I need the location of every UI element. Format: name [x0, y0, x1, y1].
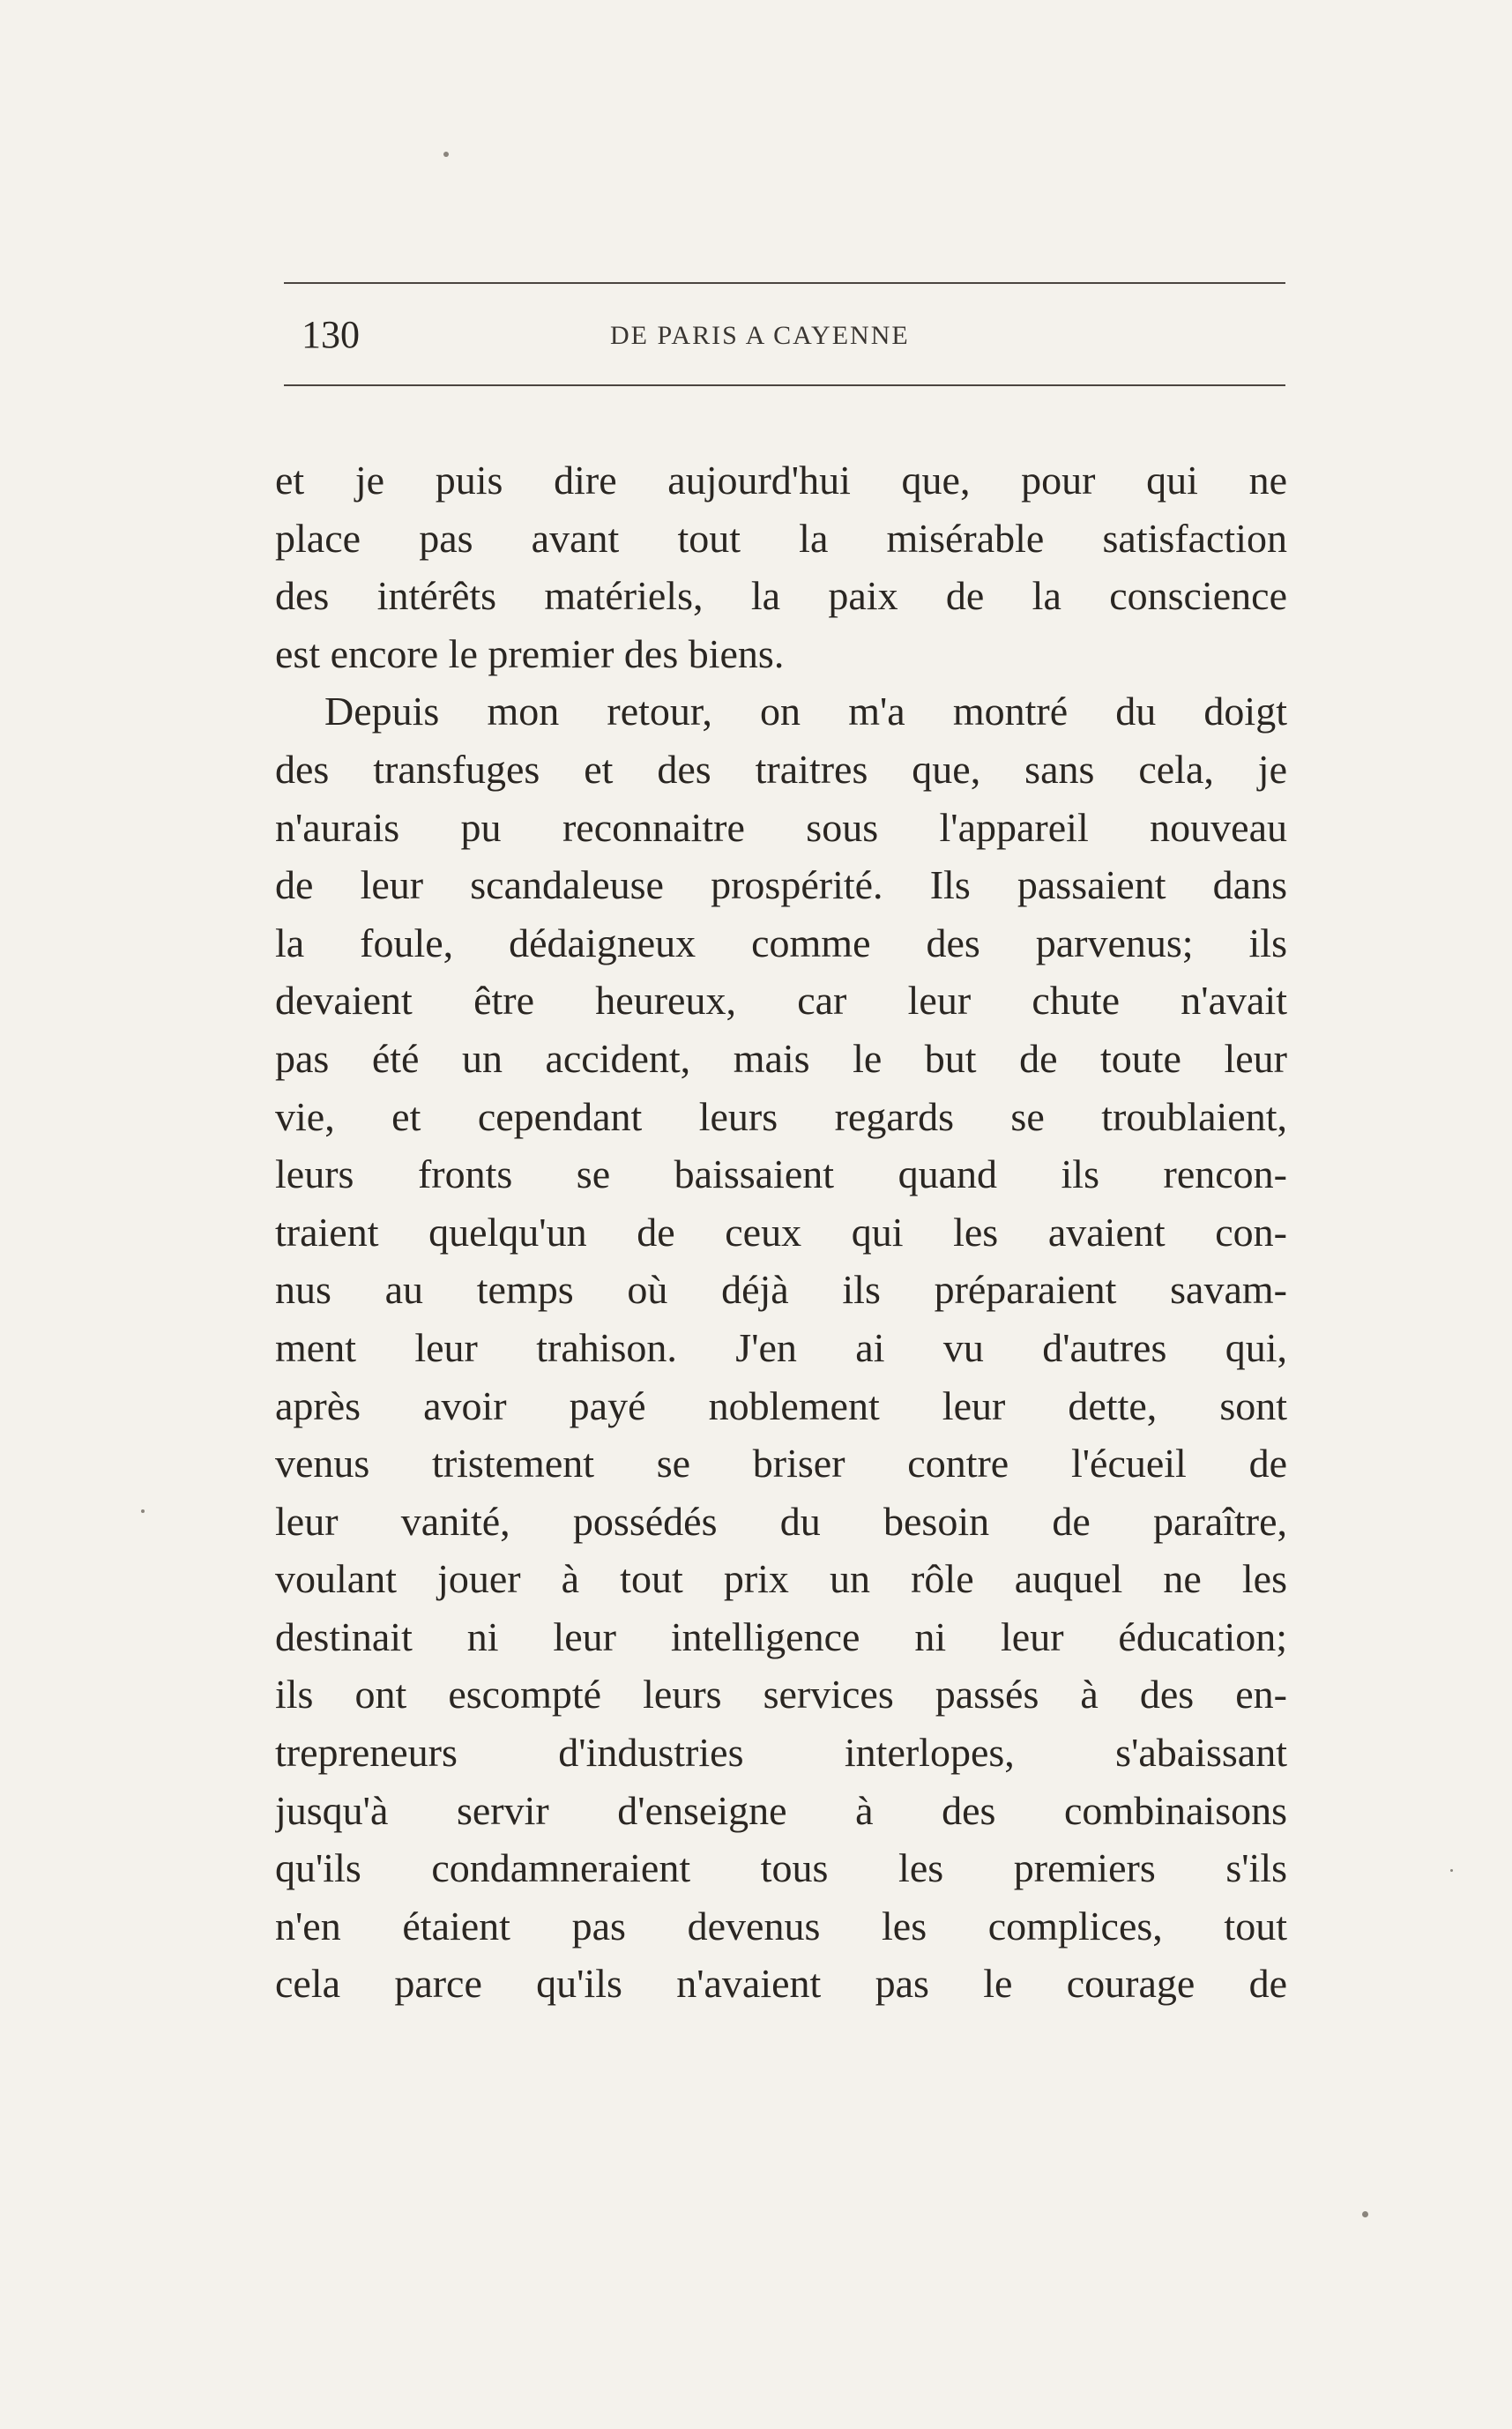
running-title: DE PARIS A CAYENNE: [610, 321, 910, 350]
text-line: traient quelqu'un de ceux qui les avaient con-: [275, 1209, 1287, 1255]
header-rule-top: [284, 282, 1285, 284]
text-line: et je puis dire aujourd'hui que, pour qui ne: [275, 458, 1287, 503]
text-line: nus au temps où déjà ils préparaient savam-: [275, 1267, 1287, 1313]
text-line: de leur scandaleuse prospérité. Ils passaient dans: [275, 862, 1287, 908]
text-line: leur vanité, possédés du besoin de paraître,: [275, 1498, 1287, 1544]
paper-speck: [1362, 2211, 1368, 2217]
text-line: qu'ils condamneraient tous les premiers s'ils: [275, 1845, 1287, 1891]
paper-speck: [141, 1509, 145, 1513]
text-line: n'aurais pu reconnaitre sous l'appareil nouveau: [275, 804, 1287, 850]
text-line: des transfuges et des traitres que, sans cela, je: [275, 746, 1287, 792]
paper-speck: [443, 152, 449, 157]
text-line: après avoir payé noblement leur dette, sont: [275, 1382, 1287, 1428]
text-line: venus tristement se briser contre l'écueil de: [275, 1441, 1287, 1486]
text-line: pas été un accident, mais le but de toute leur: [275, 1035, 1287, 1081]
body-text: [275, 451, 1287, 2013]
paper-speck: [1450, 1869, 1453, 1872]
text-line: jusqu'à servir d'enseigne à des combinaisons: [275, 1787, 1287, 1833]
text-line: Depuis mon retour, on m'a montré du doigt: [324, 689, 1287, 734]
text-line: vie, et cependant leurs regards se troublaient,: [275, 1093, 1287, 1139]
text-line: est encore le premier des biens.: [275, 630, 785, 676]
text-line: place pas avant tout la misérable satisfaction: [275, 515, 1287, 561]
text-line: trepreneurs d'industries interlopes, s'abaissant: [275, 1730, 1287, 1776]
running-head: [284, 309, 1285, 361]
text-line: cela parce qu'ils n'avaient pas le courage de: [275, 1961, 1287, 2007]
text-line: leurs fronts se baissaient quand ils rencon-: [275, 1151, 1287, 1197]
text-line: devaient être heureux, car leur chute n'avait: [275, 978, 1287, 1024]
text-line: voulant jouer à tout prix un rôle auquel ne les: [275, 1556, 1287, 1602]
text-line: des intérêts matériels, la paix de la conscience: [275, 573, 1287, 619]
text-line: la foule, dédaigneux comme des parvenus; ils: [275, 920, 1287, 965]
text-line: ment leur trahison. J'en ai vu d'autres qui,: [275, 1324, 1287, 1370]
text-line: n'en étaient pas devenus les complices, tout: [275, 1903, 1287, 1948]
text-line: destinait ni leur intelligence ni leur éducation;: [275, 1613, 1287, 1659]
header-rule-bottom: [284, 384, 1285, 386]
text-line: ils ont escompté leurs services passés à des en-: [275, 1672, 1287, 1717]
page-number: 130: [302, 313, 360, 356]
